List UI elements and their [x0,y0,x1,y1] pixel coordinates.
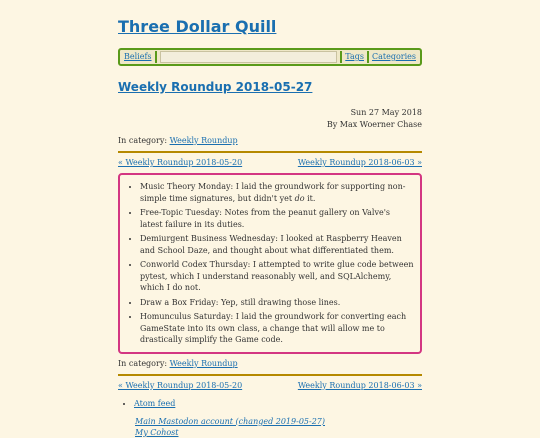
nav-beliefs[interactable]: Beliefs [124,52,152,61]
post-category-top [118,135,422,147]
feed-list [118,398,422,410]
prev-post-link[interactable]: « Weekly Roundup 2018-05-20 [118,158,243,167]
list-item-text: it. [304,193,316,203]
site-title-link[interactable]: Three Dollar Quill [118,17,277,36]
cohost-link[interactable]: My Cohost [135,427,179,437]
nav-tags[interactable]: Tags [345,52,364,61]
nav-divider [367,51,369,63]
post-date: Sun 27 May 2018 [350,108,422,117]
list-item-emphasis: do [294,193,305,203]
list-item: • Homunculus Saturday: I laid the groundwork for converting each GameState into its own class, a change that will allow me to drastically simplify the Game code. [140,311,414,346]
category-prefix: In category: [118,136,168,145]
page [118,0,422,438]
site-title [118,16,422,38]
category-link[interactable]: Weekly Roundup [169,358,238,368]
atom-feed-link[interactable]: Atom feed [134,398,176,408]
mastodon-link[interactable]: Main Mastodon account (changed 2019-05-27) [135,416,325,426]
list-item: • Draw a Box Friday: Yep, still drawing those lines. [140,297,414,309]
pager-top [118,157,422,169]
list-item [134,398,422,410]
next-post-link[interactable]: Weekly Roundup 2018-06-03 » [297,380,422,390]
category-link[interactable]: Weekly Roundup [169,136,238,145]
navbar [118,48,422,66]
divider-rule [118,374,422,376]
post-author: By Max Woerner Chase [326,120,422,129]
list-item-text: Music Theory Monday: I laid the groundwork for supporting non-simple time signatures, but didn't yet [140,182,406,203]
pager-bottom [118,380,422,392]
list-item: • Demiurgent Business Wednesday: I looked at Raspberry Heaven and School Daze, and thought about what differentiated them. [140,233,414,256]
divider-rule [118,151,422,153]
search-input[interactable] [160,51,338,63]
category-prefix: In category: [118,358,168,368]
post-content [118,173,422,354]
nav-categories[interactable]: Categories [372,52,416,61]
list-item: • Free-Topic Tuesday: Notes from the peanut gallery on Valve's latest failure in its duties. [140,207,414,230]
nav-divider [155,51,157,63]
post-title [118,79,422,95]
prev-post-link[interactable]: « Weekly Roundup 2018-05-20 [118,380,243,390]
nav-divider [340,51,342,63]
list-item: • Conworld Codex Thursday: I attempted to write glue code between pytest, which I understand reasonably well, and SQLAlchemy, which I do not. [140,259,414,294]
social-links [118,416,422,438]
list-item [140,181,414,204]
roundup-list [120,181,414,346]
next-post-link[interactable]: Weekly Roundup 2018-06-03 » [297,158,422,167]
post-meta [118,107,422,131]
post-title-link[interactable]: Weekly Roundup 2018-05-27 [118,80,313,94]
post-category-bottom [118,358,422,370]
